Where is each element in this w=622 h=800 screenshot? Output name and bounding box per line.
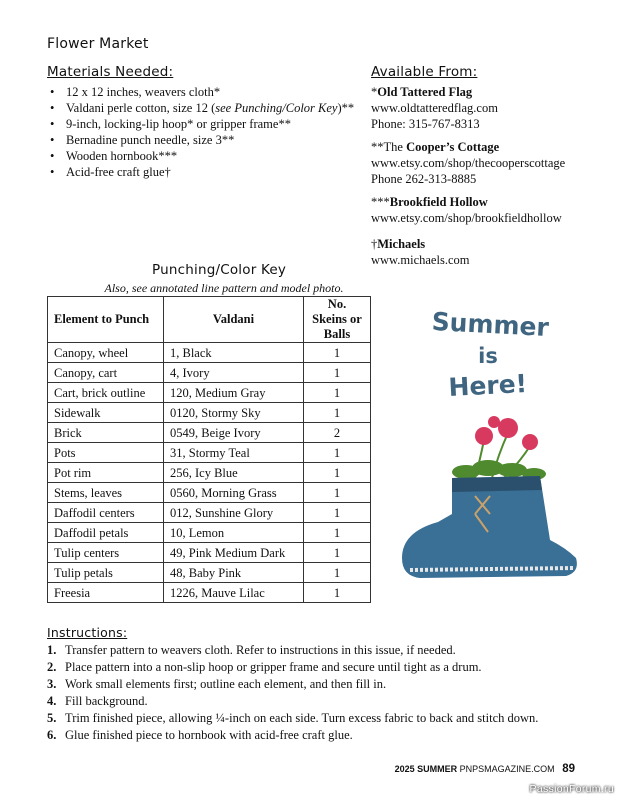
- supplier-detail: www.michaels.com: [371, 253, 470, 267]
- table-row: [48, 523, 371, 543]
- table-cell: Cart, brick outline: [48, 383, 164, 403]
- instructions-list: [47, 642, 538, 744]
- supplier-name-line: [371, 194, 562, 210]
- material-text: Acid-free craft glue†: [66, 165, 171, 179]
- supplier-block: [371, 194, 562, 226]
- here-word: Here!: [447, 368, 528, 403]
- step-number: 1.: [47, 643, 57, 657]
- table-row: [48, 583, 371, 603]
- table-cell: Canopy, cart: [48, 363, 164, 383]
- table-row: [48, 563, 371, 583]
- step-number: 4.: [47, 694, 57, 708]
- table-cell: 1: [304, 563, 371, 583]
- table-cell: 1: [304, 363, 371, 383]
- step-text: Work small elements first; outline each element, and then fill in.: [65, 677, 387, 691]
- table-row: [48, 363, 371, 383]
- supplier-detail: www.etsy.com/shop/thecooperscottage: [371, 156, 566, 170]
- table-cell: Daffodil petals: [48, 523, 164, 543]
- materials-heading: Materials Needed:: [47, 64, 174, 80]
- table-cell: Tulip centers: [48, 543, 164, 563]
- table-cell: 012, Sunshine Glory: [164, 503, 304, 523]
- table-cell: 1, Black: [164, 343, 304, 363]
- material-item: [48, 100, 354, 116]
- table-cell: 2: [304, 423, 371, 443]
- supplier-prefix: ***: [371, 195, 390, 209]
- instructions-heading: Instructions:: [47, 625, 128, 640]
- table-cell: 0120, Stormy Sky: [164, 403, 304, 423]
- page-number: 89: [562, 763, 575, 775]
- supplier-detail: www.oldtatteredflag.com: [371, 101, 498, 115]
- table-cell: Pot rim: [48, 463, 164, 483]
- watermark: PassionForum.ru: [529, 783, 614, 795]
- page-title: Flower Market: [47, 36, 149, 52]
- step-number: 6.: [47, 728, 57, 742]
- table-row: [48, 543, 371, 563]
- supplier-detail: Phone 262-313-8885: [371, 172, 477, 186]
- step-text: Transfer pattern to weavers cloth. Refer to instructions in this issue, if needed.: [65, 643, 456, 657]
- table-cell: 1: [304, 463, 371, 483]
- table-row: [48, 503, 371, 523]
- table-cell: 1: [304, 503, 371, 523]
- col-header-element: Element to Punch: [48, 297, 164, 343]
- page-footer: [395, 763, 575, 775]
- color-key-table: [47, 296, 371, 603]
- materials-list: [48, 84, 354, 180]
- table-row: [48, 403, 371, 423]
- step-text: Glue finished piece to hornbook with acid-free craft glue.: [65, 728, 353, 742]
- material-item: [48, 116, 354, 132]
- footer-site: PNPSMAGAZINE.COM: [459, 764, 555, 774]
- table-cell: 1: [304, 343, 371, 363]
- summer-word: Summer: [431, 306, 550, 343]
- instruction-step: [47, 727, 538, 744]
- material-item: [48, 132, 354, 148]
- col-header-skeins: No. Skeins or Balls: [304, 297, 371, 343]
- available-from-heading: Available From:: [371, 64, 478, 80]
- col-header-valdani: Valdani: [164, 297, 304, 343]
- table-row: [48, 423, 371, 443]
- table-cell: 1: [304, 403, 371, 423]
- material-text: )**: [337, 101, 355, 115]
- supplier-prefix: **The: [371, 140, 407, 154]
- table-cell: 4, Ivory: [164, 363, 304, 383]
- table-cell: Canopy, wheel: [48, 343, 164, 363]
- table-cell: 1226, Mauve Lilac: [164, 583, 304, 603]
- material-text: Bernadine punch needle, size 3**: [66, 133, 235, 147]
- table-row: [48, 483, 371, 503]
- supplier-detail: Phone: 315-767-8313: [371, 117, 480, 131]
- table-row: [48, 463, 371, 483]
- table-cell: 31, Stormy Teal: [164, 443, 304, 463]
- table-cell: 49, Pink Medium Dark: [164, 543, 304, 563]
- table-cell: 1: [304, 523, 371, 543]
- supplier-block: [371, 139, 565, 187]
- table-cell: 256, Icy Blue: [164, 463, 304, 483]
- color-key-title: Punching/Color Key: [152, 262, 287, 278]
- table-cell: 48, Baby Pink: [164, 563, 304, 583]
- supplier-name: Brookfield Hollow: [389, 195, 488, 209]
- step-text: Place pattern into a non-slip hoop or gripper frame and secure until tight as a drum.: [65, 660, 482, 674]
- table-cell: Pots: [48, 443, 164, 463]
- boot-icon: [402, 476, 577, 578]
- material-text: Valdani perle cotton, size 12 (: [66, 101, 216, 115]
- material-text: 12 x 12 inches, weavers cloth*: [66, 85, 221, 99]
- step-number: 3.: [47, 677, 57, 691]
- supplier-name: Old Tattered Flag: [377, 85, 473, 99]
- material-item: [48, 148, 354, 164]
- material-text: 9-inch, locking-lip hoop* or gripper frame**: [66, 117, 291, 131]
- footer-issue: 2025 SUMMER: [394, 764, 458, 774]
- instruction-step: [47, 642, 538, 659]
- table-header-row: [48, 297, 371, 343]
- table-cell: Daffodil centers: [48, 503, 164, 523]
- step-text: Fill background.: [65, 694, 148, 708]
- supplier-prefix: *: [371, 85, 378, 99]
- table-row: [48, 443, 371, 463]
- table-cell: 1: [304, 443, 371, 463]
- material-text: see Punching/Color Key: [215, 101, 338, 115]
- table-row: [48, 343, 371, 363]
- table-cell: 120, Medium Gray: [164, 383, 304, 403]
- table-cell: 0549, Beige Ivory: [164, 423, 304, 443]
- table-cell: Sidewalk: [48, 403, 164, 423]
- instruction-step: [47, 676, 538, 693]
- table-row: [48, 383, 371, 403]
- supplier-name-line: [371, 236, 469, 252]
- table-cell: 1: [304, 543, 371, 563]
- supplier-name-line: [371, 139, 565, 155]
- table-cell: Tulip petals: [48, 563, 164, 583]
- supplier-name: Cooper’s Cottage: [406, 140, 500, 154]
- instruction-step: [47, 659, 538, 676]
- material-item: [48, 84, 354, 100]
- material-item: [48, 164, 354, 180]
- instruction-step: [47, 693, 538, 710]
- table-cell: 1: [304, 383, 371, 403]
- table-cell: 10, Lemon: [164, 523, 304, 543]
- table-cell: Freesia: [48, 583, 164, 603]
- table-cell: 1: [304, 483, 371, 503]
- instruction-step: [47, 710, 538, 727]
- flower-pot-icon: [452, 416, 546, 480]
- step-text: Trim finished piece, allowing ¼-inch on each side. Turn excess fabric to back and stitch down.: [65, 711, 539, 725]
- table-cell: 1: [304, 583, 371, 603]
- table-cell: 0560, Morning Grass: [164, 483, 304, 503]
- supplier-name: Michaels: [377, 237, 426, 251]
- supplier-detail: www.etsy.com/shop/brookfieldhollow: [371, 211, 562, 225]
- step-number: 2.: [47, 660, 57, 674]
- step-number: 5.: [47, 711, 57, 725]
- material-text: Wooden hornbook***: [66, 149, 178, 163]
- color-key-subtitle: Also, see annotated line pattern and model photo.: [104, 281, 344, 295]
- supplier-block: [371, 84, 498, 132]
- supplier-name-line: [371, 84, 498, 100]
- supplier-block: [371, 236, 469, 268]
- supplier-prefix: †: [371, 237, 378, 251]
- table-cell: Stems, leaves: [48, 483, 164, 503]
- table-cell: Brick: [48, 423, 164, 443]
- is-word: is: [478, 344, 498, 368]
- summer-is-here-graphic: [380, 300, 595, 600]
